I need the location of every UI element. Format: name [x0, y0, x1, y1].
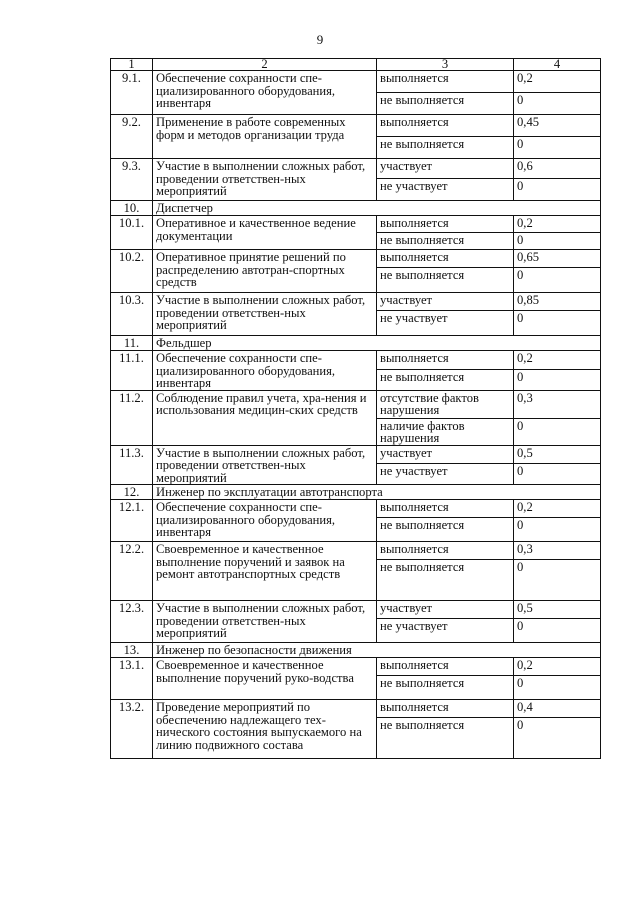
- value-cell: 0,4: [514, 700, 601, 718]
- section-number: 12.: [111, 485, 153, 500]
- value-cell: 0,65: [514, 250, 601, 268]
- condition-cell: участвует: [377, 293, 514, 311]
- item-description: Обеспечение сохранности спе-циализированного оборудования, инвентаря: [153, 500, 377, 542]
- condition-cell: не выполняется: [377, 268, 514, 293]
- table-row: [111, 542, 601, 560]
- condition-cell: не выполняется: [377, 560, 514, 601]
- table-row: [111, 445, 601, 464]
- item-description: Соблюдение правил учета, хра-нения и использования медицин-ских средств: [153, 390, 377, 445]
- table-row: [111, 115, 601, 137]
- value-cell: 0,2: [514, 71, 601, 93]
- condition-cell: выполняется: [377, 115, 514, 137]
- value-cell: 0: [514, 676, 601, 700]
- table-row: [111, 700, 601, 718]
- section-number: 10.: [111, 201, 153, 216]
- column-number-1: 1: [111, 59, 153, 71]
- item-number: 10.2.: [111, 250, 153, 293]
- value-cell: 0: [514, 464, 601, 485]
- value-cell: 0,85: [514, 293, 601, 311]
- value-cell: 0: [514, 233, 601, 250]
- value-cell: 0,2: [514, 658, 601, 676]
- item-description: Оперативное и качественное ведение документации: [153, 216, 377, 250]
- value-cell: 0,45: [514, 115, 601, 137]
- value-cell: 0,2: [514, 351, 601, 370]
- table-row: [111, 658, 601, 676]
- item-description: Своевременное и качественное выполнение поручений и заявок на ремонт автотранспортных средств: [153, 542, 377, 601]
- item-description: Применение в работе современных форм и методов организации труда: [153, 115, 377, 159]
- item-number: 13.2.: [111, 700, 153, 759]
- page-number: 9: [316, 32, 324, 47]
- condition-cell: участвует: [377, 159, 514, 179]
- value-cell: 0: [514, 370, 601, 390]
- item-number: 12.3.: [111, 601, 153, 643]
- section-title: Инженер по безопасности движения: [153, 643, 601, 658]
- table-row: [111, 250, 601, 268]
- table-body: [111, 59, 601, 759]
- item-number: 10.1.: [111, 216, 153, 250]
- table-row: [111, 500, 601, 518]
- value-cell: 0,6: [514, 159, 601, 179]
- item-description: Оперативное принятие решений по распределению автотран-спортных средств: [153, 250, 377, 293]
- value-cell: 0: [514, 560, 601, 601]
- condition-cell: не участвует: [377, 464, 514, 485]
- table-row: [111, 71, 601, 93]
- section-row: [111, 485, 601, 500]
- value-cell: 0: [514, 311, 601, 336]
- section-row: [111, 201, 601, 216]
- item-number: 12.2.: [111, 542, 153, 601]
- condition-cell: не выполняется: [377, 93, 514, 115]
- value-cell: 0,3: [514, 390, 601, 418]
- item-description: Своевременное и качественное выполнение поручений руко-водства: [153, 658, 377, 700]
- condition-cell: не участвует: [377, 311, 514, 336]
- condition-cell: выполняется: [377, 71, 514, 93]
- condition-cell: не выполняется: [377, 233, 514, 250]
- condition-cell: наличие фактов нарушения: [377, 418, 514, 445]
- item-number: 10.3.: [111, 293, 153, 336]
- table-row: [111, 601, 601, 619]
- table-row: [111, 216, 601, 233]
- condition-cell: не участвует: [377, 619, 514, 643]
- value-cell: 0: [514, 268, 601, 293]
- table-row: [111, 390, 601, 418]
- table-row: [111, 159, 601, 179]
- section-title: Фельдшер: [153, 336, 601, 351]
- table-row: [111, 293, 601, 311]
- condition-cell: выполняется: [377, 542, 514, 560]
- condition-cell: не выполняется: [377, 137, 514, 159]
- criteria-table: [110, 58, 601, 759]
- condition-cell: выполняется: [377, 500, 514, 518]
- condition-cell: не выполняется: [377, 518, 514, 542]
- section-number: 11.: [111, 336, 153, 351]
- condition-cell: выполняется: [377, 250, 514, 268]
- item-description: Обеспечение сохранности спе-циализированного оборудования, инвентаря: [153, 351, 377, 391]
- condition-cell: участвует: [377, 445, 514, 464]
- value-cell: 0,5: [514, 445, 601, 464]
- condition-cell: не выполняется: [377, 676, 514, 700]
- section-title: Диспетчер: [153, 201, 601, 216]
- section-row: [111, 643, 601, 658]
- column-number-row: [111, 59, 601, 71]
- value-cell: 0: [514, 93, 601, 115]
- section-row: [111, 336, 601, 351]
- condition-cell: выполняется: [377, 351, 514, 370]
- value-cell: 0: [514, 179, 601, 201]
- value-cell: 0,2: [514, 500, 601, 518]
- condition-cell: не выполняется: [377, 718, 514, 759]
- item-description: Проведение мероприятий по обеспечению надлежащего тех-нического состояния выпускаемого на линию подвижного состава: [153, 700, 377, 759]
- value-cell: 0,5: [514, 601, 601, 619]
- item-number: 9.3.: [111, 159, 153, 201]
- column-number-4: 4: [514, 59, 601, 71]
- column-number-2: 2: [153, 59, 377, 71]
- item-description: Участие в выполнении сложных работ, проведении ответствен-ных мероприятий: [153, 159, 377, 201]
- value-cell: 0,3: [514, 542, 601, 560]
- value-cell: 0: [514, 418, 601, 445]
- section-title: Инженер по эксплуатации автотранспорта: [153, 485, 601, 500]
- value-cell: 0: [514, 137, 601, 159]
- item-number: 9.2.: [111, 115, 153, 159]
- condition-cell: не выполняется: [377, 370, 514, 390]
- item-description: Участие в выполнении сложных работ, проведении ответствен-ных мероприятий: [153, 601, 377, 643]
- condition-cell: участвует: [377, 601, 514, 619]
- table-row: [111, 351, 601, 370]
- condition-cell: выполняется: [377, 700, 514, 718]
- condition-cell: выполняется: [377, 216, 514, 233]
- item-number: 9.1.: [111, 71, 153, 115]
- value-cell: 0: [514, 518, 601, 542]
- item-number: 11.2.: [111, 390, 153, 445]
- item-number: 11.1.: [111, 351, 153, 391]
- item-description: Участие в выполнении сложных работ, проведении ответствен-ных мероприятий: [153, 293, 377, 336]
- condition-cell: выполняется: [377, 658, 514, 676]
- item-number: 11.3.: [111, 445, 153, 485]
- column-number-3: 3: [377, 59, 514, 71]
- item-description: Обеспечение сохранности спе-циализированного оборудования, инвентаря: [153, 71, 377, 115]
- value-cell: 0: [514, 619, 601, 643]
- item-number: 13.1.: [111, 658, 153, 700]
- section-number: 13.: [111, 643, 153, 658]
- value-cell: 0,2: [514, 216, 601, 233]
- condition-cell: отсутствие фактов нарушения: [377, 390, 514, 418]
- item-number: 12.1.: [111, 500, 153, 542]
- condition-cell: не участвует: [377, 179, 514, 201]
- item-description: Участие в выполнении сложных работ, проведении ответствен-ных мероприятий: [153, 445, 377, 485]
- value-cell: 0: [514, 718, 601, 759]
